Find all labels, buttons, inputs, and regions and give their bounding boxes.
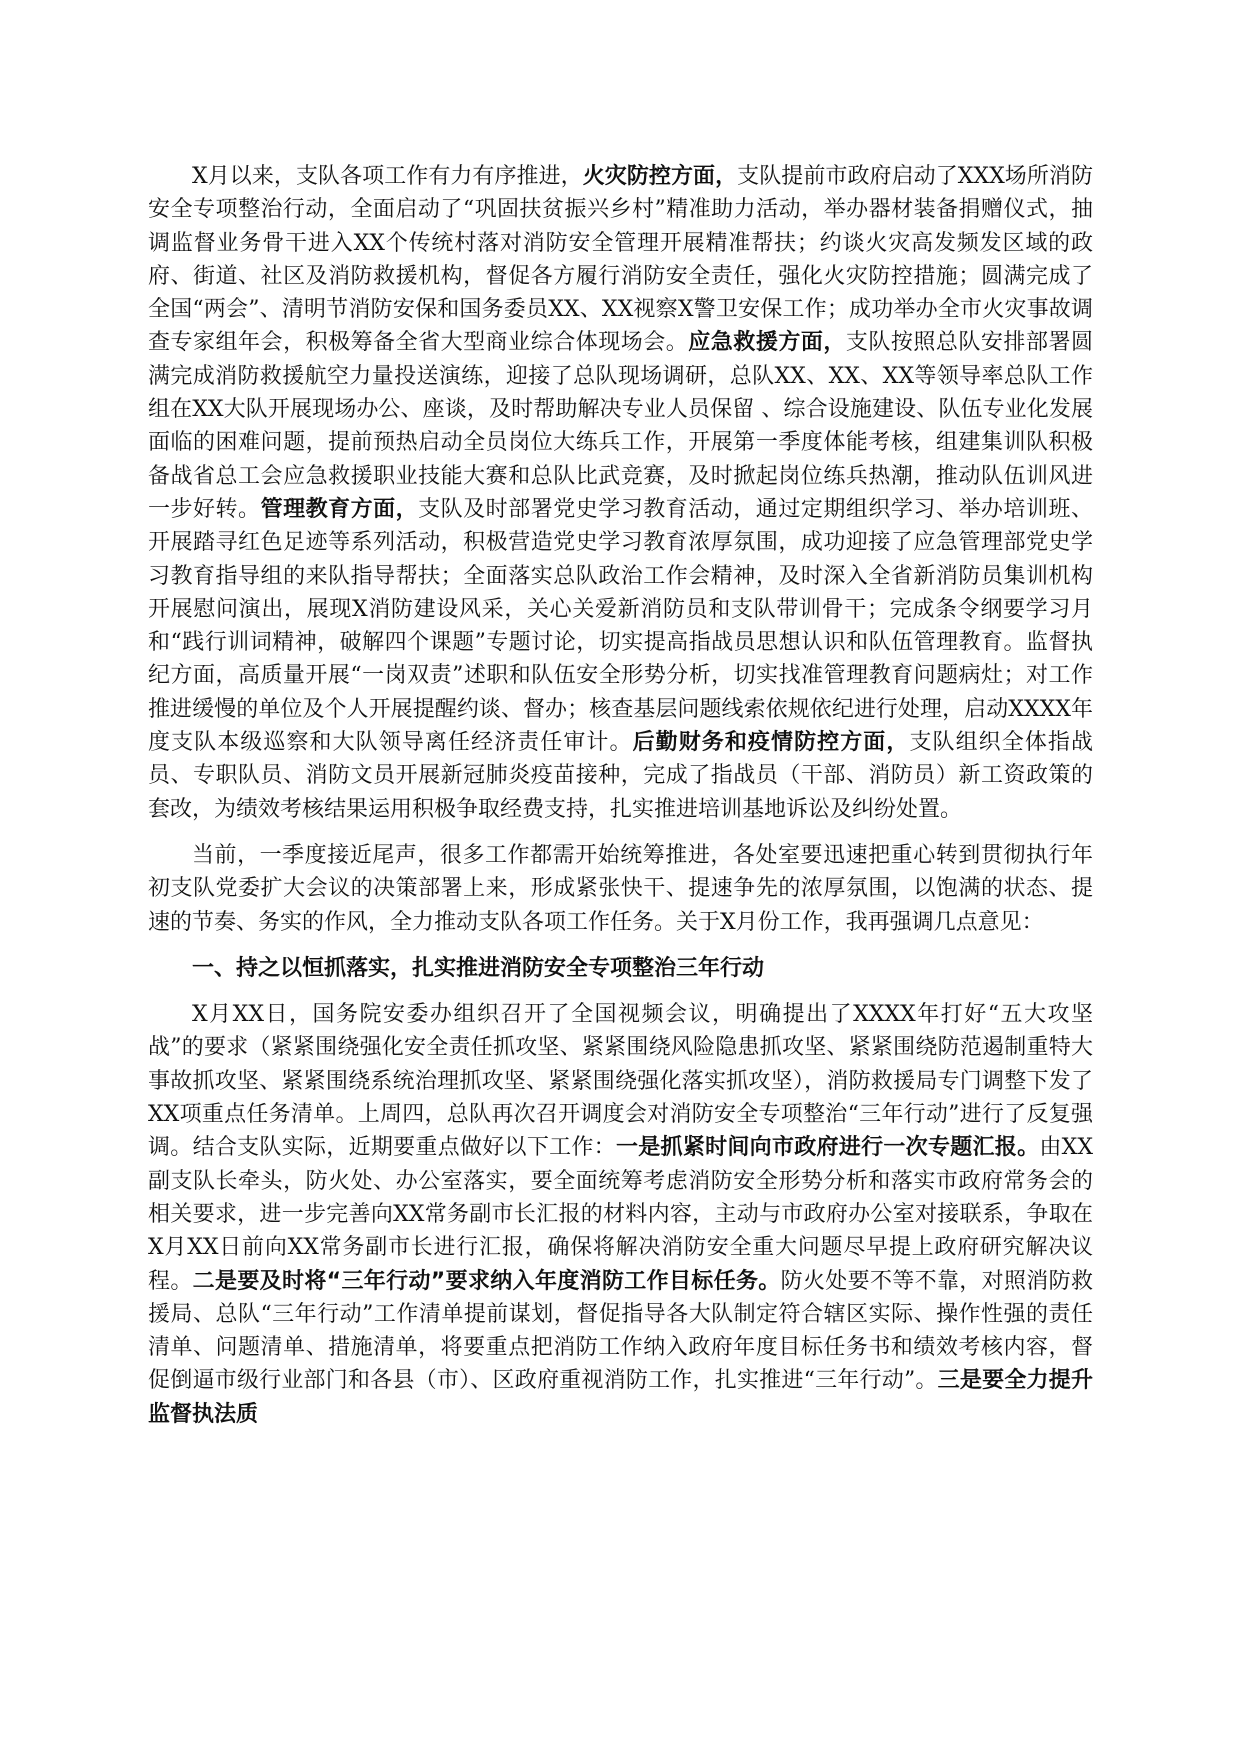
text-run: 支队提前市政府启动了XXX场所消防安全专项整治行动，全面启动了“巩固扶贫振兴乡村”精准助力活动，举办器材装备捐赠仪式，抽调监督业务骨干进入XX个传统村落对消防安全管理开展精准帮扶；约谈火灾高发频发区域的政府、街道、社区及消防救援机构，督促各方履行消防安全责任，强化火灾防控措施；圆满完成了全国“两会”、清明节消防安保和国务委员XX、XX视察X警卫安保工作；成功举办全市火灾事故调查专家组年会，积极筹备全省大型商业综合体现场会。	[148, 164, 1093, 356]
text-run: 支队按照总队安排部署圆满完成消防救援航空力量投送演练，迎接了总队现场调研，总队XX、XX、XX等领导率总队工作组在XX大队开展现场办公、座谈，及时帮助解决专业人员保留 、综合设施建设、队伍专业化发展面临的困难问题，提前预热启动全员岗位大练兵工作，开展第一季度体能考核，组建集训队积极备战省总工会应急救援职业技能大赛和总队比武竞赛，及时掀起岗位练兵热潮，推动队伍训风进一步好转。	[148, 330, 1093, 522]
text-run: 一、持之以恒抓落实，扎实推进消防安全专项整治三年行动	[192, 955, 765, 981]
text-run: 防火处要不等不靠，对照消防救援局、总队“三年行动”工作清单提前谋划，督促指导各大队制定符合辖区实际、操作性强的责任清单、问题清单、措施清单，将要重点把消防工作纳入政府年度目标任务书和绩效考核内容，督促倒逼市级行业部门和各县（市）、区政府重视消防工作，扎实推进“三年行动”。	[148, 1268, 1093, 1394]
paragraph-1	[148, 160, 1093, 826]
bold-run: 后勤财务和疫情防控方面，	[632, 730, 910, 756]
bold-run: 管理教育方面，	[260, 496, 419, 522]
text-run: 由XX副支队长牵头，防火处、办公室落实，要全面统筹考虑消防安全形势分析和落实市政府常务会的相关要求，进一步完善向XX常务副市长汇报的材料内容，主动与市政府办公室对接联系，争取在X月XX日前向XX常务副市长进行汇报，确保将解决消防安全重大问题尽早提上政府研究解决议程。	[148, 1135, 1093, 1294]
paragraph-3	[148, 998, 1093, 1431]
text-run: 支队组织全体指战员、专职队员、消防文员开展新冠肺炎疫苗接种，完成了指战员（干部、消防员）新工资政策的套改，为绩效考核结果运用积极争取经费支持，扎实推进培训基地诉讼及纠纷处置。	[148, 730, 1093, 822]
document-page	[148, 160, 1093, 1431]
text-run: X月XX日，国务院安委办组织召开了全国视频会议，明确提出了XXXX年打好“五大攻坚战”的要求（紧紧围绕强化安全责任抓攻坚、紧紧围绕风险隐患抓攻坚、紧紧围绕防范遏制重特大事故抓攻坚、紧紧围绕系统治理抓攻坚、紧紧围绕强化落实抓攻坚），消防救援局专门调整下发了XX项重点任务清单。上周四，总队再次召开调度会对消防安全专项整治“三年行动”进行了反复强调。结合支队实际，近期要重点做好以下工作：	[148, 1002, 1093, 1161]
text-run: 当前，一季度接近尾声，很多工作都需开始统筹推进，各处室要迅速把重心转到贯彻执行年初支队党委扩大会议的决策部署上来，形成紧张快干、提速争先的浓厚氛围，以饱满的状态、提速的节奏、务实的作风，全力推动支队各项工作任务。关于X月份工作，我再强调几点意见：	[148, 842, 1093, 935]
text-run: 支队及时部署党史学习教育活动，通过定期组织学习、举办培训班、开展踏寻红色足迹等系列活动，积极营造党史学习教育浓厚氛围，成功迎接了应急管理部党史学习教育指导组的来队指导帮扶；全面落实总队政治工作会精神，及时深入全省新消防员集训机构开展慰问演出，展现X消防建设风采，关心关爱新消防员和支队带训骨干；完成条令纲要学习月和“践行训词精神，破解四个课题”专题讨论，切实提高指战员思想认识和队伍管理教育。监督执纪方面，高质量开展“一岗双责”述职和队伍安全形势分析，切实找准管理教育问题病灶；对工作推进缓慢的单位及个人开展提醒约谈、督办；核查基层问题线索依规依纪进行处理，启动XXXX年度支队本级巡察和大队领导离任经济责任审计。	[148, 496, 1093, 756]
bold-run: 二是要及时将“三年行动”要求纳入年度消防工作目标任务。	[192, 1268, 781, 1294]
bold-run: 三是要全力提升监督执法质	[148, 1368, 1093, 1427]
section-heading-1	[148, 952, 1093, 985]
paragraph-2	[148, 839, 1093, 939]
bold-run: 火灾防控方面，	[582, 164, 738, 189]
bold-run: 应急救援方面，	[688, 330, 846, 356]
bold-run: 一是抓紧时间向市政府进行一次专题汇报。	[615, 1135, 1040, 1161]
text-run: X月以来，支队各项工作有力有序推进，	[192, 164, 583, 189]
